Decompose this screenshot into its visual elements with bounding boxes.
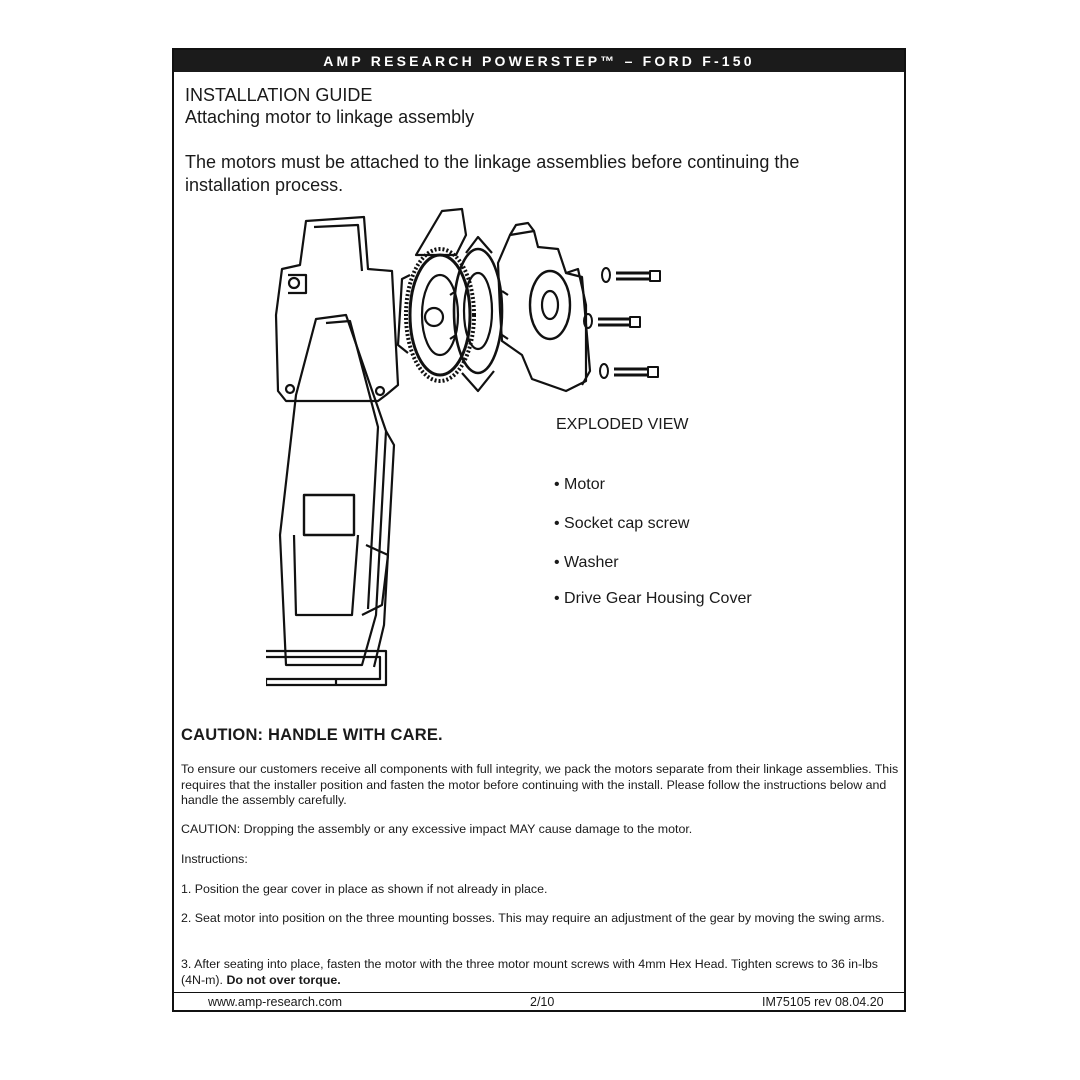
footer-website: www.amp-research.com bbox=[208, 995, 343, 1009]
caution-heading: CAUTION: HANDLE WITH CARE. bbox=[181, 726, 443, 744]
step-3-bold-warning: Do not over torque. bbox=[226, 972, 341, 987]
legend-item-motor: • Motor bbox=[554, 476, 605, 493]
caution-paragraph: To ensure our customers receive all components with full integrity, we pack the motors separate from their linkage assemblies. This requires that the installer position and fasten the motor before continuing with the install. Please follow the instructions below and handle the assembly carefully. bbox=[181, 762, 899, 807]
instruction-step-3 bbox=[181, 957, 905, 988]
legend-item-washer: • Washer bbox=[554, 554, 619, 571]
exploded-motor-linkage-illustration bbox=[266, 195, 706, 695]
instruction-step-2: 2. Seat motor into position on the three mounting bosses. This may require an adjustment of the gear by moving the swing arms. bbox=[181, 911, 885, 925]
page-title: INSTALLATION GUIDE bbox=[185, 85, 373, 105]
footer-divider bbox=[174, 992, 904, 993]
intro-text: The motors must be attached to the linkage assemblies before continuing the installation process. bbox=[185, 152, 800, 195]
legend-item-drive-gear-housing-cover: • Drive Gear Housing Cover bbox=[554, 590, 752, 607]
manual-page bbox=[172, 48, 906, 1012]
footer-page-number: 2/10 bbox=[530, 995, 555, 1009]
instructions-label: Instructions: bbox=[181, 852, 248, 866]
caution-warning: CAUTION: Dropping the assembly or any excessive impact MAY cause damage to the motor. bbox=[181, 822, 693, 836]
header-bar: AMP RESEARCH POWERSTEP™ – FORD F-150 bbox=[174, 50, 904, 72]
legend-item-socket-cap-screw: • Socket cap screw bbox=[554, 515, 690, 532]
exploded-view-label: EXPLODED VIEW bbox=[556, 416, 689, 433]
instruction-step-1: 1. Position the gear cover in place as shown if not already in place. bbox=[181, 882, 548, 896]
footer-document-id: IM75105 rev 08.04.20 bbox=[762, 995, 884, 1009]
step-3-text: 3. After seating into place, fasten the motor with the three motor mount screws with 4mm Hex Head. Tighten screws to 36 in-lbs (4N-m). bbox=[181, 957, 878, 987]
page-subtitle: Attaching motor to linkage assembly bbox=[185, 107, 475, 127]
